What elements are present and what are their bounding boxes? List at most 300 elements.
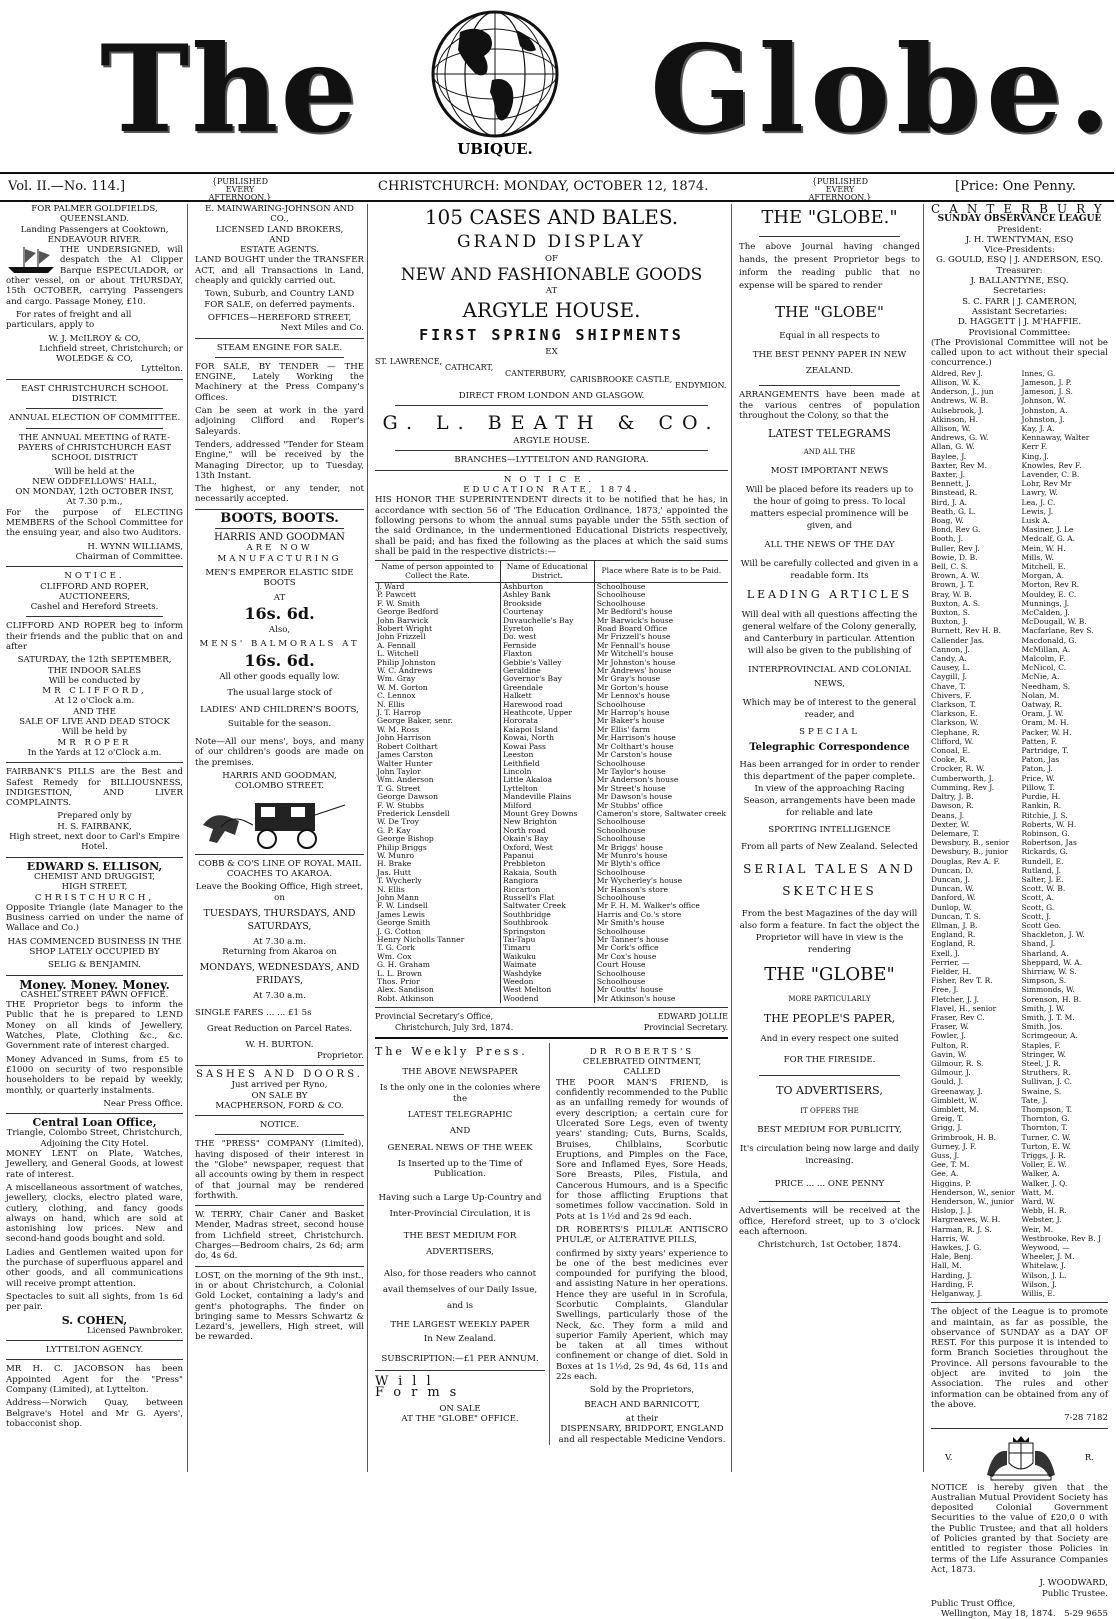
committee-member: Causey, L.: [931, 663, 970, 673]
stagecoach-icon: [195, 795, 365, 850]
notice-head: NOTICE.: [64, 571, 125, 582]
globe-ad-head3: THE "GLOBE": [764, 963, 895, 985]
table-cell: Schoolhouse: [594, 582, 728, 591]
committee-member: Helganway, J.: [931, 1289, 983, 1299]
weekly-l4: GENERAL NEWS OF THE WEEK: [387, 1142, 533, 1153]
table-row: [375, 582, 728, 591]
lyttelton-head: LYTTELTON AGENCY.: [45, 1345, 144, 1356]
table-cell: Schoolhouse: [594, 894, 728, 902]
globe-corr: Telegraphic Correspondence: [749, 741, 910, 753]
committee-member: Henderson, W., senior: [931, 1187, 1015, 1197]
table-header: Place where Rate is to be Paid.: [594, 561, 728, 583]
steam-body3: Tenders, addressed "Tender for Steam Engine," will be received by the Managing Director, up to Tuesday, 13th Instant.: [195, 439, 364, 481]
committee-member: Buxton, A. S.: [931, 598, 981, 608]
table-cell: Mr Witchell's house: [594, 650, 728, 658]
table-cell: Mr Tanner's house: [594, 936, 728, 944]
committee-member: Boag, W.: [931, 516, 964, 525]
committee-member: Smith, J. T. M.: [1021, 1012, 1075, 1022]
table-cell: W. De Troy: [377, 817, 419, 827]
committee-member: Grimbrook, H. B.: [931, 1132, 997, 1142]
globe-important: MOST IMPORTANT NEWS: [770, 465, 889, 476]
boots-sign: HARRIS AND GOODMAN,: [222, 771, 337, 782]
table-cell: Thos. Prior: [377, 977, 420, 987]
table-row: [375, 776, 728, 784]
committee-member: Harris, W.: [931, 1233, 969, 1243]
table-cell: Schoolhouse: [594, 928, 728, 936]
table-cell: F. W. Smith: [377, 598, 420, 608]
weekly-l9: THE LARGEST WEEKLY PAPER: [390, 1319, 530, 1330]
table-cell: James Carston: [377, 750, 433, 760]
committee-member: Tate, J.: [1021, 1095, 1048, 1105]
committee-member: Bell, C. S.: [931, 562, 969, 572]
committee-member: Simmonds, W.: [1021, 985, 1075, 995]
boots-item3: LADIES' AND CHILDREN'S BOOTS,: [200, 704, 359, 715]
table-cell: Mr Coutts' house: [594, 986, 728, 994]
lost-body: LOST, on the morning of the 9th inst., in or about Christchurch, a Colonial Gold Locket, containing a lady's and gent's photographs. The finder on bringing same to Messrs Schwartz & Lezard's, jewellers, High street, will be rewarded.: [195, 1270, 364, 1343]
committee-member: Dunlop, W.: [931, 902, 972, 912]
table-cell: Kaiapoi Island: [500, 726, 594, 734]
committee-member: Cumming, Rev J.: [931, 782, 995, 792]
league-president-label: President:: [997, 224, 1042, 235]
table-cell: Waikuku: [500, 953, 594, 961]
table-cell: New Brighton: [500, 818, 594, 826]
league-vp-label: Vice-Presidents:: [984, 245, 1055, 256]
table-cell: W. Munro: [377, 850, 415, 860]
table-cell: Hororata: [500, 717, 594, 725]
table-cell: Mr Dawson's house: [594, 793, 728, 801]
committee-member: Guss, J.: [931, 1151, 960, 1161]
committee-member: McNie, A.: [1021, 672, 1060, 682]
table-row: [375, 877, 728, 885]
cobb-parcel: Great Reduction on Parcel Rates.: [206, 1024, 353, 1035]
divider: [215, 357, 344, 358]
table-cell: Leeston: [500, 751, 594, 759]
palmer-agent2-addr: Lyttelton.: [140, 364, 183, 375]
committee-member: Morgan, A.: [1021, 571, 1064, 581]
committee-member: Stringer, W.: [1021, 1049, 1067, 1059]
committee-member: Thornton, T.: [1021, 1123, 1068, 1133]
table-cell: Walter Hunter: [377, 758, 433, 768]
committee-member: Duncan, D.: [931, 865, 974, 875]
globe-tele: LATEST TELEGRAMS: [768, 427, 891, 441]
table-cell: L. L. Brown: [377, 968, 422, 978]
palmer-rates: For rates of freight and all particulars, apply to: [6, 309, 132, 331]
notice-name1: MR CLIFFORD,: [42, 686, 147, 697]
roberts-body: THE POOR MAN'S FRIEND, is confidently recommended to the Public as an unfailing remedy for wounds of every description; a certain cure for Ulcerated Sore Legs, even of twenty years' standing; Cuts, Burns, Scalds, Bruises, Chilblains, Scorbutic Eruptions, and Pimples on the Face, Sore and Inflamed Eyes, Sore Heads, Sore Breasts, Piles, Fistula, and Cancerous Humours, and is a Specific for those afflicting Eruptions that sometimes follow vaccination. Sold in Pots at 1s 1½d and 2s 9d each.: [556, 1077, 728, 1222]
committee-member: Fraser, Rev C.: [931, 1012, 985, 1022]
globe-and: AND ALL THE: [803, 448, 856, 457]
rate-office: Provincial Secretary's Office,: [375, 1012, 494, 1022]
loan-body2: A miscellaneous assortment of watches, jewellery, clocks, electro plated ware, cutlery, clothing, and fancy goods always on hand, which are sold at astonishing low prices. New and second-hand goods bought and sold.: [6, 1182, 183, 1245]
weekly-l1: Is the only one in the colonies where the: [379, 1083, 541, 1104]
committee-member: Bird, J. A.: [931, 497, 968, 507]
table-cell: N. Ellis: [377, 699, 405, 709]
globe-collected: Will be carefully collected and given in a readable form. Its: [740, 559, 919, 582]
committee-member: Conoal, E.: [931, 746, 971, 756]
lyttelton-addr: Address—Norwich Quay, between Belgrave's Hotel and Mr G. Ayers', tobacconist shop.: [6, 1398, 183, 1429]
table-cell: Halkett: [500, 692, 594, 700]
committee-member: Thompson, T.: [1021, 1105, 1073, 1114]
beath-head2: GRAND DISPLAY: [456, 232, 647, 252]
vr-v: V.: [945, 1452, 953, 1463]
table-cell: John Frizzell: [377, 632, 426, 642]
mainwaring-next: Next Miles and Co.: [280, 323, 364, 334]
committee-member: Sharland, A.: [1021, 948, 1069, 958]
beath-head5: FIRST SPRING SHIPMENTS: [419, 325, 684, 344]
provident-date: Wellington, May 18, 1874.: [941, 1609, 1056, 1619]
committee-member: Johnson, W.: [1021, 396, 1066, 406]
table-cell: Weedon: [500, 978, 594, 986]
committee-member: Gimblett, M.: [931, 1105, 979, 1114]
table-row: [375, 944, 728, 952]
globe-icon: [420, 2, 570, 162]
committee-member: Fisher, Rev T. R.: [931, 976, 993, 986]
divider: [195, 1266, 364, 1267]
dateline-bar: [0, 172, 1114, 202]
committee-member: Turner, C. W.: [1021, 1132, 1071, 1142]
publication-note-left: {PUBLISHED EVERY AFTERNOON.}: [208, 177, 272, 202]
divider: [759, 236, 900, 237]
table-cell: Southbridge: [500, 911, 594, 919]
globe-adv: Advertisements will be received at the office, Hereford street, up to 3 o'clock each afternoon.: [739, 1206, 920, 1237]
globe-inter: INTERPROVINCIAL AND COLONIAL NEWS,: [748, 664, 911, 689]
fairbank-addr: High street, next door to Carl's Empire Hotel.: [9, 832, 180, 853]
boots-street: COLOMBO STREET.: [234, 781, 325, 792]
committee-member: Walker, J. Q.: [1021, 1178, 1068, 1188]
committee-member: Lewis, J.: [1021, 506, 1054, 516]
forms-at: AT THE "GLOBE" OFFICE.: [401, 1414, 519, 1425]
committee-member: Salter, J. E.: [1021, 874, 1064, 884]
provident-office: Public Trust Office,: [931, 1598, 1016, 1609]
table-cell: Mr Blyth's office: [594, 860, 728, 868]
table-cell: Mr Cork's office: [594, 944, 728, 952]
table-cell: Springston: [500, 928, 594, 936]
table-cell: Okain's Bay: [500, 835, 594, 843]
committee-member: Henderson, W., junior: [931, 1197, 1014, 1207]
table-cell: Oxford, West: [500, 844, 594, 852]
committee-member: Lohr, Rev Mr: [1021, 479, 1072, 489]
globe-best: THE BEST PENNY PAPER IN NEW ZEALAND.: [752, 350, 907, 377]
committee-member: Daltry, J. B.: [931, 792, 974, 802]
table-cell: Milford: [500, 802, 594, 810]
table-cell: W. M. Gorton: [377, 682, 428, 692]
table-cell: Schoolhouse: [594, 701, 728, 709]
table-cell: Mr Harrop's house: [594, 709, 728, 717]
table-cell: G. P. Kay: [377, 825, 411, 835]
table-cell: Kowai Pass: [500, 743, 594, 751]
table-cell: Schoolhouse: [594, 835, 728, 843]
committee-member: Willis, E.: [1021, 1289, 1056, 1299]
table-cell: Harris and Co.'s store: [594, 911, 728, 919]
provident-title: Public Trustee.: [1041, 1588, 1108, 1599]
committee-member: Struthers, R.: [1021, 1068, 1071, 1078]
palmer-sub: Landing Passengers at Cooktown, ENDEAVOUR RIVER.: [20, 224, 169, 245]
table-cell: Mr Harrison's house: [594, 734, 728, 742]
ellison-city: CHRISTCHURCH,: [34, 892, 155, 903]
committee-member: Ritchie, J. S.: [1021, 810, 1068, 820]
loan-head: Central Loan Office,: [32, 1116, 157, 1130]
notice-body: CLIFFORD AND ROPER beg to inform their friends and the public that on and after: [6, 621, 183, 652]
forms-sale: ON SALE: [439, 1404, 481, 1415]
committee-member: Crocker, R. W.: [931, 764, 985, 774]
divider: [6, 1359, 183, 1360]
committee-member: Lawry, W.: [1021, 488, 1058, 498]
table-cell: Mr Stubbs' office: [594, 802, 728, 810]
loan-body4: Spectacles to suit all sights, from 1s 6d per pair.: [6, 1291, 183, 1313]
table-row: [375, 919, 728, 927]
weekly-l10: In New Zealand.: [423, 1333, 497, 1344]
table-cell: A. Fennall: [377, 640, 416, 650]
table-cell: Rakaia, South: [500, 869, 594, 877]
committee-member: Anderson, J., jun: [931, 387, 994, 397]
table-cell: Ashley Bank: [500, 591, 594, 599]
committee-member: Oram, M. H.: [1021, 718, 1069, 728]
committee-member: Callender Jas.: [931, 635, 985, 645]
divider: [6, 857, 183, 858]
ellison-body: Opposite Triangle (late Manager to the Business carried on under the name of Wallace and Co.): [6, 902, 183, 934]
table-cell: Fernside: [500, 642, 594, 650]
steam-body: FOR SALE, BY TENDER — THE ENGINE, Lately Working the Machinery at the Press Company's Offices.: [195, 361, 364, 403]
rate-office-block: [375, 1012, 513, 1033]
league-asst-label: Assistant Secretaries:: [971, 306, 1068, 317]
committee-member: Paton, Jas: [1021, 755, 1060, 765]
committee-member: Gavin, W.: [931, 1049, 967, 1059]
committee-member: Fulton, R.: [931, 1040, 969, 1050]
table-cell: Mr Smith's house: [594, 919, 728, 927]
committee-member: Clephane, R.: [931, 727, 980, 737]
committee-member: Sullivan, J. C.: [1021, 1077, 1073, 1087]
table-cell: Saltwater Creek: [500, 902, 594, 910]
table-cell: Mr Baker's house: [594, 717, 728, 725]
divider: [195, 1065, 364, 1066]
table-cell: Alex. Sandison: [377, 985, 434, 995]
provident-sign: J. WOODWARD,: [1039, 1578, 1108, 1589]
committee-member: Packer, W. H.: [1021, 727, 1072, 737]
league-ref: 7-28 7182: [1064, 1413, 1108, 1424]
table-cell: George Smith: [377, 918, 431, 928]
divider: [375, 1037, 728, 1039]
table-cell: Duvauchelle's Bay: [500, 617, 594, 625]
weekly-press-ad: [375, 1043, 550, 1445]
committee-member: Harman, R. J. S.: [931, 1224, 992, 1234]
roberts-called: CALLED: [623, 1067, 661, 1078]
mainwaring-sub2: ESTATE AGENTS.: [240, 245, 319, 256]
league-prov-note: (The Provisional Committee will not be called upon to act without their special concurrence.): [931, 337, 1108, 369]
boots-note: Note—All our mens', boys, and many of our children's goods are made on the premises.: [195, 737, 364, 768]
committee-member: Needham, S.: [1021, 681, 1071, 691]
notice-name2: MR ROPER: [57, 737, 132, 748]
table-cell: G. H. Graham: [377, 960, 430, 970]
ship-name: ENDYMION.: [675, 380, 727, 390]
sashes-just: Just arrived per Ryno,: [231, 1080, 328, 1091]
committee-member: Turton, E. W.: [1021, 1141, 1072, 1151]
globe-fromall: From all parts of New Zealand. Selected: [741, 841, 918, 852]
table-cell: Mr Munro's house: [594, 852, 728, 860]
divider: [759, 1075, 900, 1076]
committee-member: Webb, H. R.: [1021, 1206, 1067, 1216]
column-2: [192, 204, 368, 1472]
table-row: [375, 591, 728, 599]
committee-member: Harding, J.: [931, 1270, 973, 1280]
globe-respect: And in every respect one suited: [760, 1034, 899, 1045]
palmer-head: FOR PALMER GOLDFIELDS, QUEENSLAND.: [31, 204, 158, 225]
table-cell: Heathcote, Upper: [500, 709, 594, 717]
vr-r: R.: [1084, 1452, 1094, 1463]
table-cell: Philip Briggs: [377, 842, 427, 852]
table-row: [375, 684, 728, 692]
table-cell: Courtenay: [500, 608, 594, 616]
table-cell: Tai-Tapu: [500, 936, 594, 944]
notice-time2: In the Yards at 12 o'Clock a.m.: [27, 747, 162, 758]
committee-member: Weywood, —: [1021, 1243, 1070, 1253]
committee-member: Greig, T.: [931, 1114, 964, 1124]
table-row: [375, 818, 728, 826]
committee-member: Scott, W. B.: [1021, 884, 1066, 894]
table-cell: T. G. Cork: [377, 943, 416, 953]
table-cell: West Melton: [500, 986, 594, 994]
globe-leading: LEADING ARTICLES: [746, 588, 913, 602]
divider: [26, 428, 163, 429]
committee-member: McMillan, A.: [1021, 644, 1071, 654]
committee-member: Hawkes, J. G.: [931, 1243, 982, 1253]
committee-member: Aulsebrook, J.: [931, 405, 984, 415]
committee-member: Allan, G. W.: [931, 442, 975, 452]
table-cell: Governor's Bay: [500, 675, 594, 683]
rate-sign: EDWARD JOLLIE: [657, 1012, 728, 1022]
globe-medium: BEST MEDIUM FOR PUBLICITY,: [757, 1124, 902, 1135]
committee-member: Watt, M.: [1021, 1187, 1054, 1197]
table-cell: Mr Colthart's house: [594, 743, 728, 751]
school-held: Will be held at the: [54, 466, 135, 477]
divider: [375, 1370, 545, 1371]
ellison-street: HIGH STREET,: [61, 882, 128, 893]
table-cell: Lyttelton: [500, 785, 594, 793]
divider: [6, 762, 183, 763]
table-cell: T. Wycherly: [377, 876, 422, 886]
committee-member: Medcalf, G. A.: [1021, 534, 1076, 544]
mainwaring-sub: LICENSED LAND BROKERS,: [215, 224, 344, 235]
table-cell: Court House: [594, 961, 728, 969]
committee-member: Wilson, J. L.: [1021, 1270, 1067, 1280]
divider: [215, 528, 344, 529]
table-cell: North road: [500, 827, 594, 835]
table-cell: George Bishop: [377, 834, 434, 844]
school-head: EAST CHRISTCHURCH SCHOOL DISTRICT.: [21, 383, 168, 405]
table-cell: Wm. Anderson: [377, 775, 434, 785]
table-cell: Cameron's store, Saltwater creek: [594, 810, 728, 818]
divider: [195, 1205, 364, 1206]
table-cell: Schoolhouse: [594, 827, 728, 835]
money-office: CASHEL STREET PAWN OFFICE.: [20, 989, 169, 1000]
committee-member: Delemare, T.: [931, 828, 979, 838]
roberts-pills-body: confirmed by sixty years' experience to be one of the best medicines ever compounded for purifying the blood, and assisting Nature in her operations. Hence they are useful in in Scrofula, Scorbutic Complaints, Glandular Swellings, particularly those of the Neck, &c. They form a mild and superior Family Aperient, which may be taken at all times without confinement or change of diet. Sold in Boxes at 1s 1½d, 2s 9d, 4s 6d, 11s and 22s each.: [556, 1248, 728, 1383]
notice-conducted: Will be conducted by: [48, 675, 141, 686]
committee-member: Hale, Benj.: [931, 1252, 974, 1262]
boots-firm: HARRIS AND GOODMAN: [214, 532, 345, 544]
provident-ref: 5-29 9655: [1064, 1609, 1108, 1619]
table-cell: Mr Gray's house: [594, 675, 728, 683]
table-cell: Mr Wycherley's house: [594, 877, 728, 885]
mainwaring-and: AND: [269, 234, 290, 245]
committee-member: Bond, Rev G.: [931, 525, 981, 535]
committee-member: Masiner, J. Le: [1021, 525, 1074, 535]
committee-member: Oram, J. W.: [1021, 709, 1064, 719]
committee-member: Lavender, C. B.: [1021, 469, 1080, 479]
committee-member: Rickards, G.: [1021, 847, 1068, 857]
boots-item2: MENS' BALMORALS AT: [199, 639, 360, 650]
weekly-sub2: SUBSCRIPTION:—£1 PER ANNUM.: [381, 1354, 539, 1365]
table-cell: J. G. Cotton: [377, 926, 421, 936]
mainwaring-head: E. MAINWARING-JOHNSON AND CO.,: [205, 204, 354, 225]
divider: [395, 450, 708, 451]
ellison-prev: SELIG & BENJAMIN.: [48, 960, 141, 971]
masthead: [0, 0, 1114, 170]
table-cell: W. M. Ross: [377, 724, 419, 734]
globe-equal: Equal in all respects to: [779, 331, 880, 341]
table-cell: Woodend: [500, 995, 594, 1003]
divider: [6, 975, 183, 976]
steam-body4: The highest, or any tender, not necessarily accepted.: [195, 484, 364, 505]
committee-member: Robinson, G.: [1021, 828, 1070, 838]
school-sign: H. WYNN WILLIAMS,: [87, 541, 183, 552]
committee-member: Johnston, A.: [1021, 405, 1068, 415]
table-cell: John Taylor: [377, 766, 421, 776]
committee-member: Scott, G.: [1021, 902, 1055, 912]
money-body: THE Proprietor begs to inform the Public that he is prepared to LEND Money on all kinds of Jewellery, Watches, Plate, Clothing &c., &c. Government rate of interest charged.: [6, 1000, 183, 1052]
boots-other: All other goods equally low.: [219, 671, 340, 682]
table-cell: Prebbleton: [500, 860, 594, 868]
committee-member: Brown, A. W.: [931, 571, 980, 581]
divider: [6, 1340, 183, 1341]
divider: [26, 408, 163, 409]
beath-of: OF: [544, 254, 558, 264]
committee-member: Morton, Rev R.: [1021, 580, 1080, 590]
money-body2: Money Advanced in Sums, from £5 to £1000 on security of two responsible householders to be repaid by weekly, monthly, or quarterly instalments.: [6, 1054, 183, 1096]
committee-member: Shirriaw, W. S.: [1021, 966, 1077, 976]
notice-held2: Will be held by: [62, 727, 127, 738]
committee-member: Rutland, J.: [1021, 865, 1062, 875]
league-vp: G. GOULD, ESQ | J. ANDERSON, ESQ.: [936, 255, 1103, 266]
league-sub: SUNDAY OBSERVANCE LEAGUE: [937, 214, 1102, 225]
committee-member: Jameson, J. S.: [1021, 387, 1073, 397]
committee-member: Price, W.: [1021, 773, 1055, 783]
committee-member: Free, J.: [931, 985, 959, 995]
cobb-return: Returning from Akaroa on: [222, 947, 337, 958]
rate-footer: [375, 1012, 728, 1033]
boots-stock: The usual large stock of: [227, 688, 332, 699]
pressnotice-body: THE "PRESS" COMPANY (Limited), having disposed of their interest in the "Globe" newspaper, request that all accounts owing by them in respect of that journal may be rendered forthwith.: [195, 1139, 364, 1201]
cobb-leave: Leave the Booking Office, High street, on: [195, 882, 364, 903]
table-cell: Mr Ellis' farm: [594, 726, 728, 734]
table-cell: Lincoln: [500, 768, 594, 776]
committee-member: Dewsbury, B., senior: [931, 838, 1010, 848]
table-cell: Do. west: [500, 633, 594, 641]
ship-name: CARISBROOKE CASTLE,: [570, 374, 673, 384]
school-date: ON MONDAY, 12th OCTOBER INST,: [15, 487, 174, 498]
school-purpose: For the purpose of ELECTING MEMBERS of the School Committee for the ensuing year, and also two Auditors.: [6, 507, 183, 539]
roberts-firm: BEACH AND BARNICOTT,: [584, 1399, 700, 1410]
table-cell: Mr Hanson's store: [594, 886, 728, 894]
cobb-days2: MONDAYS, WEDNESDAYS, AND FRIDAYS,: [199, 962, 360, 987]
table-cell: W. C. Andrews: [377, 666, 433, 676]
column-4: [736, 204, 924, 1472]
committee-member: Aldred, Rev J.: [931, 368, 983, 378]
cobb-time: At 7.30 a.m.: [253, 936, 306, 947]
committee-member: King, J.: [1021, 451, 1049, 461]
committee-member: Grigg, J.: [931, 1123, 963, 1133]
committee-member: Greenaway, J.: [931, 1086, 983, 1096]
committee-member: Kerr F.: [1021, 442, 1048, 452]
